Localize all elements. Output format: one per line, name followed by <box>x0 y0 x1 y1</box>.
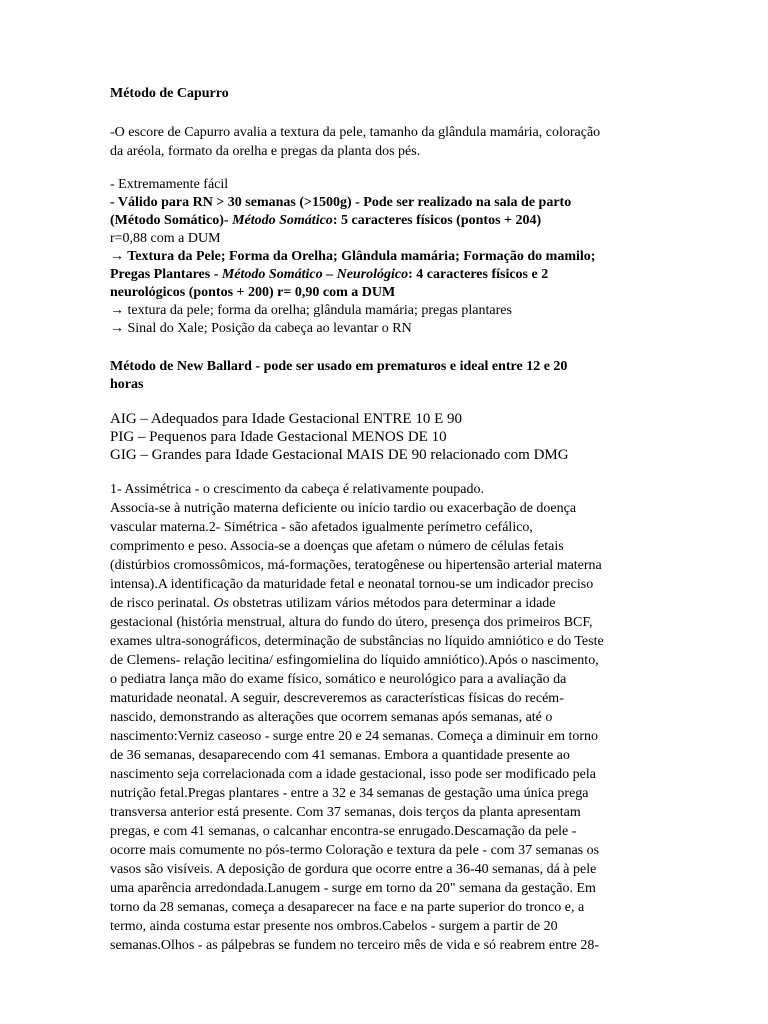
body-line: ocorre mais comumente no pós-termo Coloração e textura da pele - com 37 semanas os <box>110 843 600 858</box>
text-run: obstetras utilizam vários métodos para determinar a idade <box>228 596 556 611</box>
body-line: pregas, e com 41 semanas, o calcanhar encontra-se enrugado.Descamação da pele - <box>110 824 577 839</box>
text-run-italic: Os <box>213 596 229 611</box>
spacer <box>110 464 658 481</box>
text-run: Pregas Plantares - <box>110 267 222 282</box>
body-line: nutrição fetal.Pregas plantares - entre a 32 e 34 semanas de gestação uma única prega <box>110 786 589 801</box>
classification-aig: AIG – Adequados para Idade Gestacional ENTRE 10 E 90 <box>110 411 462 427</box>
body-line: transversa anterior está presente. Com 37 semanas, dois terços da planta apresentam <box>110 805 581 820</box>
body-line: gestacional (história menstrual, altura do fundo do útero, presença dos primeiros BCF, <box>110 615 593 630</box>
spacer <box>110 103 658 123</box>
text-run: (Método Somático)- <box>110 213 233 228</box>
body-line: maturidade neonatal. A seguir, descreveremos as características físicas do recém- <box>110 691 564 706</box>
capurro-characters: → Textura da Pele; Forma da Orelha; Glândula mamária; Formação do mamilo; <box>110 249 596 264</box>
capurro-correlation: r=0,88 com a DUM <box>110 231 221 246</box>
classification-pig: PIG – Pequenos para Idade Gestacional MENOS DE 10 <box>110 429 447 445</box>
body-line: nascimento:Verniz caseoso - surge entre 20 e 24 semanas. Começa a diminuir em torno <box>110 729 599 744</box>
capurro-intro-line: -O escore de Capurro avalia a textura da pele, tamanho da glândula mamária, coloração <box>110 125 601 140</box>
capurro-list-2: → Sinal do Xale; Posição da cabeça ao levantar o RN <box>110 321 412 336</box>
capurro-intro-line: da aréola, formato da orelha e pregas da planta dos pés. <box>110 144 421 159</box>
body-line: torno da 28 semanas, começa a desaparecer na face e na parte superior do tronco e, a <box>110 900 585 915</box>
body-line: Associa-se à nutrição materna deficiente ou início tardio ou exacerbação de doença <box>110 501 577 516</box>
capurro-neuro-points: neurológicos (pontos + 200) r= 0,90 com a DUM <box>110 285 396 300</box>
body-line: o pediatra lança mão do exame físico, somático e neurológico para a avaliação da <box>110 672 567 687</box>
document-page <box>110 85 658 955</box>
body-line: vasos são visíveis. A deposição de gordura que ocorre entre a 36-40 semanas, dá à pele <box>110 862 597 877</box>
body-text <box>110 481 658 955</box>
text-run-italic: Método Somático <box>232 213 333 228</box>
body-line: (distúrbios cromossômicos, má-formações, teratogênese ou hipertensão arterial materna <box>110 558 602 573</box>
body-line: nascimento seja correlacionada com a idade gestacional, isso pode ser modificado pela <box>110 767 596 782</box>
body-line: 1- Assimétrica - o crescimento da cabeça é relativamente poupado. <box>110 482 484 497</box>
body-line: intensa).A identificação da maturidade fetal e neonatal tornou-se um indicador preciso <box>110 577 594 592</box>
spacer <box>110 161 658 175</box>
capurro-valid: - Válido para RN > 30 semanas (>1500g) - Pode ser realizado na sala de parto <box>110 195 572 210</box>
text-run: de risco perinatal. <box>110 596 214 611</box>
body-line: de 36 semanas, desaparecendo com 41 semanas. Embora a quantidade presente ao <box>110 748 570 763</box>
body-line: uma aparência arredondada.Lanugem - surge em torno da 20" semana da gestação. Em <box>110 881 596 896</box>
capurro-list-1: → textura da pele; forma da orelha; glândula mamária; pregas plantares <box>110 303 512 318</box>
classification-gig: GIG – Grandes para Idade Gestacional MAIS DE 90 relacionado com DMG <box>110 447 569 463</box>
body-line: nascido, demonstrando as alterações que ocorrem semanas após semanas, até o <box>110 710 553 725</box>
ballard-heading: horas <box>110 377 144 392</box>
page-title: Método de Capurro <box>110 86 229 101</box>
text-run-italic: Método Somático – Neurológico <box>221 267 409 282</box>
spacer <box>110 394 658 410</box>
body-line: vascular materna.2- Simétrica - são afetados igualmente perímetro cefálico, <box>110 520 533 535</box>
body-line: semanas.Olhos - as pálpebras se fundem no terceiro mês de vida e só reabrem entre 28- <box>110 938 600 953</box>
ballard-heading: Método de New Ballard - pode ser usado em prematuros e ideal entre 12 e 20 <box>110 359 568 374</box>
body-line <box>110 594 658 613</box>
body-line: termo, ainda costuma estar presente nos ombros.Cabelos - surgem a partir de 20 <box>110 919 558 934</box>
capurro-somatic-line <box>110 212 658 230</box>
text-run: : 5 caracteres físicos (pontos + 204) <box>332 213 542 228</box>
capurro-neuro-line <box>110 266 658 284</box>
text-run: : 4 caracteres físicos e 2 <box>408 267 549 282</box>
body-line: comprimento e peso. Associa-se a doenças que afetam o número de células fetais <box>110 539 564 554</box>
capurro-easy: - Extremamente fácil <box>110 177 229 192</box>
body-line: exames ultra-sonográficos, determinação de substâncias no líquido amniótico e do Teste <box>110 634 604 649</box>
body-line: de Clemens- relação lecitina/ esfingomielina do líquido amniótico).Após o nascimento, <box>110 653 599 668</box>
spacer <box>110 338 658 358</box>
